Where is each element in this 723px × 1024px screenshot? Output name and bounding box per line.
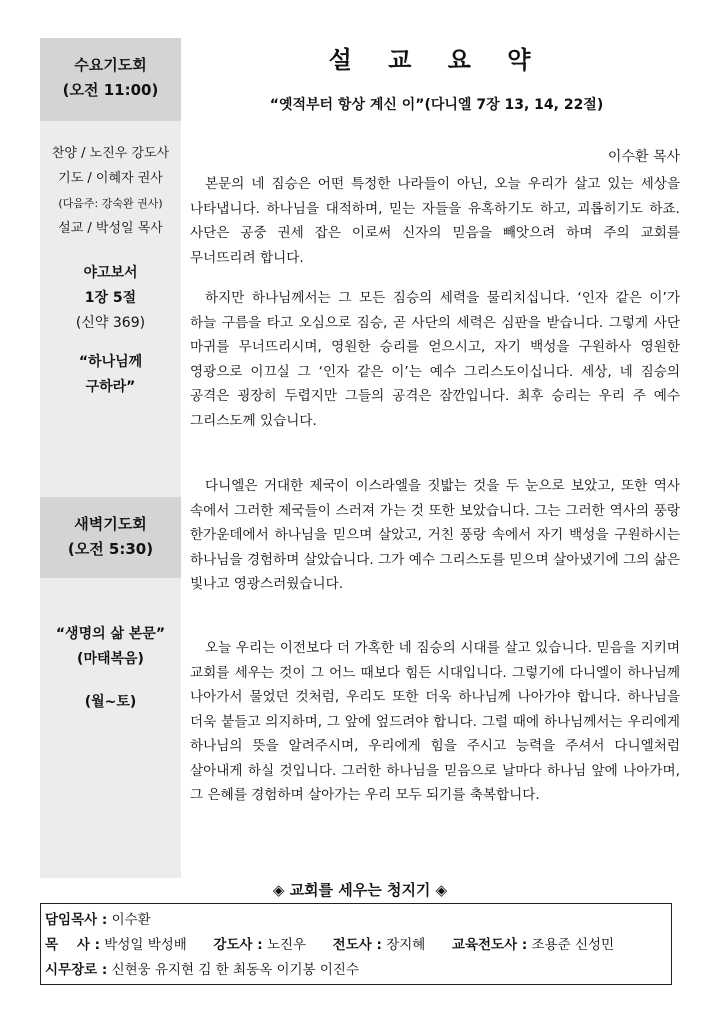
staff-row-senior: [45, 908, 671, 933]
sermon-paragraph-4: 오늘 우리는 이전보다 더 가혹한 네 짐승의 시대를 살고 있습니다. 믿음을 지키며 교회를 세우는 것이 그 어느 때보다 힘든 시대입니다. 그렇기에 다니엘이 하나님께 나아가서 물었던 것처럼, 우리도 또한 더욱 하나님께 나아가야 합니다. 하나님을 더욱 붙들고 의지하며, 그 앞에 엎드려야 합니다. 그럴 때에 하나님께서는 우리에게 하나님의 뜻을 알려주시며, 우리에게 힘을 주시고 능력을 주셔서 다니엘처럼 살아내게 하실 것입니다. 그러한 하나님을 믿음으로 날마다 하나님 앞에 나아가며, 그 은혜를 경험하며 살아가는 우리 모두 되기를 축복합니다.: [190, 640, 680, 803]
dawn-service-title: 새벽기도회: [74, 515, 147, 533]
dawn-service-header: [40, 497, 181, 578]
sermon-paragraph-2: 하지만 하나님께서는 그 모든 짐승의 세력을 물리치십니다. ‘인자 같은 이’가 하늘 구름을 타고 오심으로 짐승, 곧 사단의 세력은 심판을 받습니다. 그렇게 사단 마귀를 무너뜨리시며, 영원한 승리를 얻으시고, 자기 백성을 구원하사 영원한 영광으로 이끄실 그 ‘인자 같은 이’는 예수 그리스도이십니다. 세상, 네 짐승의 공격은 굉장히 두렵지만 그들의 공격은 잠깐입니다. 최후 승리는 우리 주 예수 그리스도께 있습니다.: [190, 290, 680, 429]
reading-quote-line1: “하나님께: [78, 354, 143, 370]
pastor-label: 목 사 :: [45, 937, 100, 953]
evangelist-label: 전도사 :: [332, 937, 382, 953]
sermon-title: 설 교 요 약: [328, 46, 545, 74]
prayer-leader: 기도 / 이혜자 권사: [58, 171, 163, 186]
reading-page-ref: (신약 369): [75, 315, 146, 331]
reading-quote-line2: 구하라”: [85, 379, 136, 395]
dawn-text-title: “생명의 삶 본문”: [55, 626, 166, 642]
preacher: 설교 / 박성일 목사: [58, 221, 163, 236]
preacher-label: 강도사 :: [213, 937, 263, 953]
staff-row-ministers: [45, 933, 671, 958]
sidebar: [40, 38, 181, 878]
dawn-text-book: (마태복음): [77, 651, 144, 667]
evangelist-name: 장지혜: [386, 937, 426, 953]
dawn-days: (월~토): [84, 694, 137, 710]
wednesday-service-title: 수요기도회: [74, 56, 147, 74]
dawn-service-time: (오전 5:30): [67, 540, 154, 558]
elders-label: 시무장로 :: [45, 962, 108, 978]
pastor-names: 박성일 박성배: [104, 937, 187, 953]
reading-book: 야고보서: [83, 265, 138, 281]
preacher-name: 노진우: [266, 937, 307, 953]
worship-leader: 찬양 / 노진우 강도사: [51, 146, 170, 161]
sermon-paragraph-3: 다니엘은 거대한 제국이 이스라엘을 짓밟는 것을 두 눈으로 보았고, 또한 역사 속에서 그러한 제국들이 스러져 가는 것 또한 보았습니다. 그는 그러한 역사의 풍랑 한가운데에서 하나님을 믿으며 살았고, 거친 풍랑 속에서 자기 백성을 구원하시는 하나님을 경험하며 살았습니다. 그가 예수 그리스도를 믿으며 살아냈기에 그의 삶은 빛나고 영광스러웠습니다.: [190, 478, 680, 592]
sermon-paragraph-1: 본문의 네 짐승은 어떤 특정한 나라들이 아닌, 오늘 우리가 살고 있는 세상을 나타냅니다. 하나님을 대적하며, 믿는 자들을 유혹하기도 하고, 괴롭히기도 하죠. 사단은 공중 권세 잡은 이로써 신자의 믿음을 빼앗으려 하며 주의 교회를 무너뜨리려 합니다.: [190, 176, 680, 266]
staff-box: [40, 903, 672, 985]
reading-chapter: 1장 5절: [84, 290, 137, 306]
elders-names: 신현웅 유지현 김 한 최동옥 이기봉 이진수: [111, 962, 360, 978]
education-evangelist-names: 조용준 신성민: [531, 937, 615, 953]
wednesday-service-header: [40, 38, 181, 121]
senior-pastor-name: 이수환: [111, 912, 151, 928]
dawn-service-body: [40, 578, 181, 878]
staff-row-elders: [45, 958, 671, 983]
senior-pastor-label: 담임목사 :: [45, 912, 108, 928]
sermon-subtitle: “옛적부터 항상 계신 이”(다니엘 7장 13, 14, 22절): [269, 97, 604, 113]
next-prayer-leader: (다음주: 강숙완 권사): [58, 197, 163, 210]
wednesday-service-body: [40, 121, 181, 497]
education-evangelist-label: 교육전도사 :: [451, 937, 528, 953]
sermon-author: 이수환 목사: [607, 149, 680, 165]
staff-title: ◈ 교회를 세우는 청지기 ◈: [272, 881, 448, 899]
wednesday-service-time: (오전 11:00): [62, 81, 159, 99]
